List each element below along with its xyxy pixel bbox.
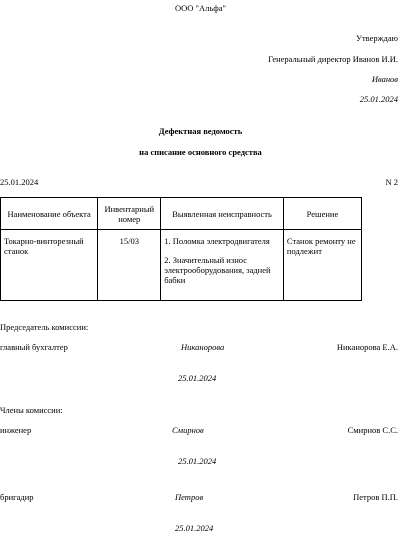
cell-inventory-number: 15/03 xyxy=(98,230,161,301)
header-defect: Выявленная неисправность xyxy=(161,198,284,230)
header-decision: Решение xyxy=(283,198,361,230)
member-date: 25.01.2024 xyxy=(178,456,217,466)
defects-table xyxy=(0,197,362,301)
approval-label: Утверждаю xyxy=(355,33,398,43)
defect-item: 2. Значительный износ электрооборудования, задней бабки xyxy=(164,255,271,285)
member-date: 25.01.2024 xyxy=(175,523,214,533)
defect-item: 1. Поломка электродвигателя xyxy=(164,236,270,246)
cell-object: Токарно-винторезный станок xyxy=(1,230,98,301)
document-date: 25.01.2024 xyxy=(0,177,39,187)
document-title: Дефектная ведомость xyxy=(158,126,243,136)
chairman-role: главный бухгалтер xyxy=(0,342,68,352)
chairman-signature: Никанорова xyxy=(181,342,225,352)
document-subtitle: на списание основного средства xyxy=(139,147,262,157)
member-name: Петров П.П. xyxy=(353,492,398,502)
member-role: бригадир xyxy=(0,492,34,502)
header-object: Наименование объекта xyxy=(1,198,98,230)
table-row xyxy=(1,230,362,301)
members-heading: Члены комиссии: xyxy=(0,405,63,415)
approval-date: 25.01.2024 xyxy=(359,94,398,104)
cell-decision: Станок ремонту не подлежит xyxy=(283,230,361,301)
member-signature: Петров xyxy=(175,492,204,502)
cell-defects xyxy=(161,230,284,301)
member-role: инженер xyxy=(0,425,32,435)
chairman-date: 25.01.2024 xyxy=(178,373,217,383)
member-signature: Смирнов xyxy=(172,425,204,435)
organization-name: ООО "Альфа" xyxy=(174,3,227,13)
table-header-row xyxy=(1,198,362,230)
approval-position: Генеральный директор Иванов И.И. xyxy=(268,54,398,64)
approval-signature: Иванов xyxy=(371,74,398,84)
member-name: Смирнов С.С. xyxy=(347,425,398,435)
chairman-heading: Председатель комиссии: xyxy=(0,322,89,332)
header-inventory-number: Инвентарный номер xyxy=(98,198,161,230)
chairman-name: Никанорова Е.А. xyxy=(336,342,398,352)
document-number: N 2 xyxy=(385,177,398,187)
